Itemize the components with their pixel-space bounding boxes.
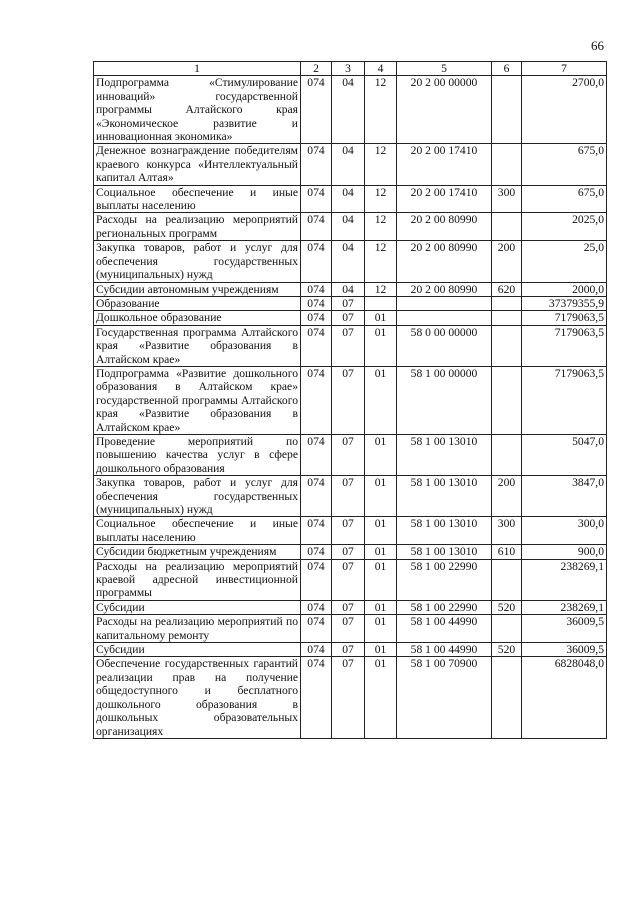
row-amount: 900,0 [522, 545, 607, 559]
row-col-5: 58 0 00 00000 [397, 325, 492, 366]
row-col-6: 300 [492, 517, 522, 545]
row-col-5: 20 2 00 80990 [397, 282, 492, 296]
row-amount: 36009,5 [522, 615, 607, 643]
row-col-5: 58 1 00 44990 [397, 615, 492, 643]
row-col-6 [492, 366, 522, 434]
row-name: Государственная программа Алтайского края «Развитие образования в Алтайском крае» [94, 325, 301, 366]
row-col-2: 074 [301, 600, 332, 614]
row-name: Обеспечение государственных гарантий реализации прав на получение общедоступного и бесплатного дошкольного образования в дошкольных образовательных организациях [94, 657, 301, 738]
row-col-3: 07 [332, 366, 365, 434]
row-col-3: 07 [332, 559, 365, 600]
row-col-3: 07 [332, 545, 365, 559]
column-header-3: 3 [332, 62, 365, 76]
row-col-2: 074 [301, 559, 332, 600]
table-row [94, 615, 607, 643]
row-col-3: 04 [332, 241, 365, 282]
row-col-4: 01 [365, 559, 397, 600]
row-col-5: 20 2 00 17410 [397, 144, 492, 185]
row-name: Расходы на реализацию мероприятий краевой адресной инвестиционной программы [94, 559, 301, 600]
row-col-5: 20 2 00 00000 [397, 76, 492, 144]
row-name: Образование [94, 296, 301, 310]
row-name: Закупка товаров, работ и услуг для обеспечения государственных (муниципальных) нужд [94, 241, 301, 282]
table-row [94, 657, 607, 738]
row-col-5 [397, 296, 492, 310]
table-row [94, 282, 607, 296]
row-col-3: 04 [332, 282, 365, 296]
row-col-2: 074 [301, 325, 332, 366]
row-col-6 [492, 76, 522, 144]
row-col-3: 07 [332, 643, 365, 657]
row-col-4 [365, 296, 397, 310]
row-col-4: 12 [365, 282, 397, 296]
row-col-4: 01 [365, 517, 397, 545]
table-row [94, 366, 607, 434]
row-col-2: 074 [301, 282, 332, 296]
row-name: Расходы на реализацию мероприятий региональных программ [94, 213, 301, 241]
column-header-5: 5 [397, 62, 492, 76]
row-col-6: 620 [492, 282, 522, 296]
row-col-6: 200 [492, 476, 522, 517]
row-amount: 7179063,5 [522, 366, 607, 434]
row-col-3: 04 [332, 185, 365, 213]
row-name: Закупка товаров, работ и услуг для обеспечения государственных (муниципальных) нужд [94, 476, 301, 517]
row-name: Расходы на реализацию мероприятий по капитальному ремонту [94, 615, 301, 643]
row-col-6 [492, 657, 522, 738]
row-col-4: 01 [365, 325, 397, 366]
row-col-3: 07 [332, 434, 365, 475]
row-col-2: 074 [301, 545, 332, 559]
row-col-2: 074 [301, 476, 332, 517]
row-col-4: 12 [365, 241, 397, 282]
row-amount: 6828048,0 [522, 657, 607, 738]
row-col-3: 07 [332, 476, 365, 517]
row-col-6 [492, 615, 522, 643]
row-amount: 2025,0 [522, 213, 607, 241]
row-amount: 2700,0 [522, 76, 607, 144]
row-col-4: 01 [365, 643, 397, 657]
table-row [94, 643, 607, 657]
row-col-3: 07 [332, 311, 365, 325]
row-col-5 [397, 311, 492, 325]
row-col-6 [492, 434, 522, 475]
row-name: Проведение мероприятий по повышению качества услуг в сфере дошкольного образования [94, 434, 301, 475]
row-col-4: 01 [365, 434, 397, 475]
row-name: Дошкольное образование [94, 311, 301, 325]
column-header-6: 6 [492, 62, 522, 76]
row-col-5: 58 1 00 70900 [397, 657, 492, 738]
table-row [94, 213, 607, 241]
row-col-5: 20 2 00 80990 [397, 213, 492, 241]
row-col-5: 58 1 00 13010 [397, 517, 492, 545]
row-col-4: 01 [365, 657, 397, 738]
row-name: Субсидии автономным учреждениям [94, 282, 301, 296]
row-amount: 2000,0 [522, 282, 607, 296]
table-row [94, 296, 607, 310]
row-amount: 675,0 [522, 144, 607, 185]
row-name: Социальное обеспечение и иные выплаты населению [94, 517, 301, 545]
table-row [94, 517, 607, 545]
row-col-2: 074 [301, 296, 332, 310]
row-col-2: 074 [301, 241, 332, 282]
row-col-6: 610 [492, 545, 522, 559]
table-row [94, 241, 607, 282]
column-header-4: 4 [365, 62, 397, 76]
row-name: Подпрограмма «Развитие дошкольного образования в Алтайском крае» государственной программы Алтайского края «Развитие образования в Алтайском крае» [94, 366, 301, 434]
table-row [94, 476, 607, 517]
row-col-4: 01 [365, 476, 397, 517]
row-col-5: 58 1 00 00000 [397, 366, 492, 434]
row-col-5: 20 2 00 80990 [397, 241, 492, 282]
row-col-4: 01 [365, 366, 397, 434]
row-col-6 [492, 144, 522, 185]
row-col-2: 074 [301, 311, 332, 325]
page-number: 66 [591, 38, 604, 53]
row-col-6: 520 [492, 643, 522, 657]
row-col-3: 07 [332, 325, 365, 366]
row-col-3: 07 [332, 296, 365, 310]
row-col-3: 07 [332, 600, 365, 614]
row-col-5: 58 1 00 22990 [397, 600, 492, 614]
row-col-3: 07 [332, 615, 365, 643]
table-row [94, 600, 607, 614]
row-col-2: 074 [301, 185, 332, 213]
row-amount: 3847,0 [522, 476, 607, 517]
table-header-row [94, 62, 607, 76]
row-col-2: 074 [301, 366, 332, 434]
row-amount: 5047,0 [522, 434, 607, 475]
row-col-6 [492, 325, 522, 366]
row-col-6: 200 [492, 241, 522, 282]
row-col-2: 074 [301, 76, 332, 144]
row-col-4: 01 [365, 545, 397, 559]
row-amount: 300,0 [522, 517, 607, 545]
column-header-7: 7 [522, 62, 607, 76]
row-name: Субсидии [94, 600, 301, 614]
row-col-6: 520 [492, 600, 522, 614]
table-row [94, 76, 607, 144]
table-row [94, 434, 607, 475]
row-col-5: 58 1 00 44990 [397, 643, 492, 657]
row-col-3: 04 [332, 213, 365, 241]
table-row [94, 545, 607, 559]
row-amount: 675,0 [522, 185, 607, 213]
row-name: Субсидии [94, 643, 301, 657]
row-amount: 36009,5 [522, 643, 607, 657]
row-col-4: 12 [365, 185, 397, 213]
row-col-2: 074 [301, 517, 332, 545]
row-col-2: 074 [301, 643, 332, 657]
row-col-5: 58 1 00 13010 [397, 545, 492, 559]
row-amount: 25,0 [522, 241, 607, 282]
table-row [94, 311, 607, 325]
table-row [94, 144, 607, 185]
budget-table [93, 61, 607, 739]
row-col-2: 074 [301, 657, 332, 738]
row-name: Подпрограмма «Стимулирование инноваций» государственной программы Алтайского края «Экономическое развитие и инновационная экономика» [94, 76, 301, 144]
row-amount: 238269,1 [522, 600, 607, 614]
row-col-5: 58 1 00 13010 [397, 434, 492, 475]
row-col-4: 12 [365, 144, 397, 185]
column-header-2: 2 [301, 62, 332, 76]
row-col-6: 300 [492, 185, 522, 213]
row-col-6 [492, 311, 522, 325]
table-row [94, 325, 607, 366]
table-row [94, 559, 607, 600]
row-col-5: 58 1 00 22990 [397, 559, 492, 600]
table-body [94, 76, 607, 739]
row-amount: 238269,1 [522, 559, 607, 600]
row-col-5: 58 1 00 13010 [397, 476, 492, 517]
row-col-4: 12 [365, 76, 397, 144]
row-col-4: 12 [365, 213, 397, 241]
row-col-2: 074 [301, 213, 332, 241]
row-col-5: 20 2 00 17410 [397, 185, 492, 213]
row-amount: 7179063,5 [522, 325, 607, 366]
row-col-4: 01 [365, 311, 397, 325]
row-col-3: 04 [332, 144, 365, 185]
row-name: Денежное вознаграждение победителям краевого конкурса «Интеллектуальный капитал Алтая» [94, 144, 301, 185]
row-col-6 [492, 559, 522, 600]
table-row [94, 185, 607, 213]
row-col-3: 07 [332, 657, 365, 738]
row-col-3: 07 [332, 517, 365, 545]
row-amount: 37379355,9 [522, 296, 607, 310]
row-name: Субсидии бюджетным учреждениям [94, 545, 301, 559]
row-col-4: 01 [365, 615, 397, 643]
row-col-4: 01 [365, 600, 397, 614]
row-col-2: 074 [301, 615, 332, 643]
row-col-6 [492, 213, 522, 241]
row-name: Социальное обеспечение и иные выплаты населению [94, 185, 301, 213]
row-col-2: 074 [301, 144, 332, 185]
row-col-2: 074 [301, 434, 332, 475]
row-col-6 [492, 296, 522, 310]
row-amount: 7179063,5 [522, 311, 607, 325]
column-header-1: 1 [94, 62, 301, 76]
row-col-3: 04 [332, 76, 365, 144]
